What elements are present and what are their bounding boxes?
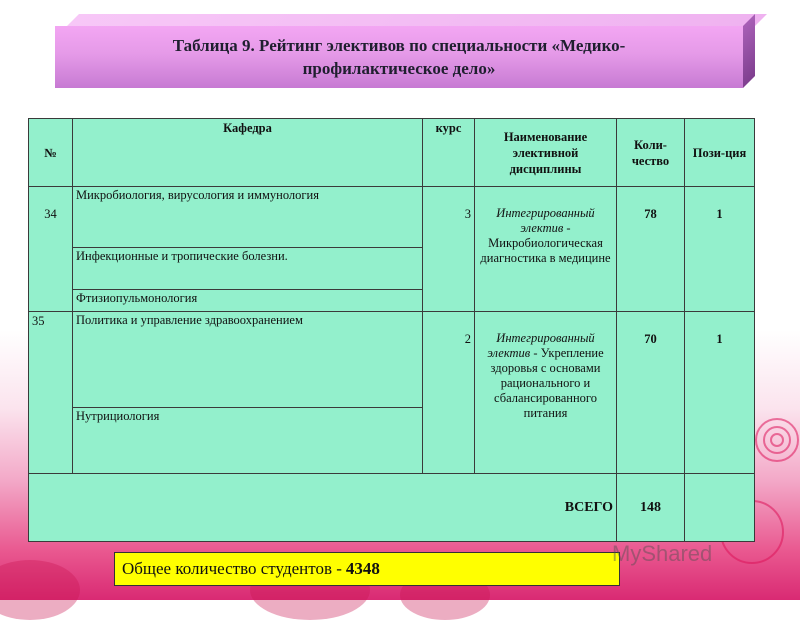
course-cell: 2 [423,312,475,474]
elective-type: Интегрированный электив - [496,206,595,235]
department-cell: Нутрициология [73,408,423,474]
elective-type: Интегрированный электив - [487,331,595,360]
header-num: № [29,119,73,187]
title-box-top [67,14,767,26]
position-cell: 1 [685,312,755,474]
watermark-logo: MyShared [612,541,713,566]
table-header-row [29,119,755,187]
header-position: Пози-ция [685,119,755,187]
elective-cell [475,187,617,312]
row-num: 35 [29,312,73,474]
total-row [29,474,755,542]
department-cell: Инфекционные и тропические болезни. [73,248,423,290]
elective-cell [475,312,617,474]
total-label: ВСЕГО [29,474,617,542]
elective-title: Микробиологическая диагностика в медицине [480,236,611,265]
header-count: Коли-чество [617,119,685,187]
row-num: 34 [29,187,73,312]
elective-rating-table [28,118,755,542]
table-row [29,312,755,408]
page-title [173,34,626,80]
header-department: Кафедра [73,119,423,187]
position-cell: 1 [685,187,755,312]
header-elective-name: Наименование элективной дисциплины [475,119,617,187]
swirl-decoration [770,433,784,447]
department-cell: Фтизиопульмонология [73,290,423,312]
count-cell: 78 [617,187,685,312]
title-box [55,26,743,88]
title-line-2: профилактическое дело» [302,59,496,78]
decorative-blob [0,560,80,620]
header-course: курс [423,119,475,187]
elective-title: Укрепление здоровья с основами рационального и сбалансированного питания [490,346,604,420]
department-cell: Микробиология, вирусология и иммунология [73,187,423,248]
department-cell: Политика и управление здравоохранением [73,312,423,408]
total-students-value: 4348 [345,559,380,578]
total-empty-cell [685,474,755,542]
total-students-label: Общее количество студентов - [122,559,342,578]
title-box-side [743,14,755,88]
course-cell: 3 [423,187,475,312]
total-students-note [114,552,620,586]
total-value: 148 [617,474,685,542]
table-row [29,187,755,248]
count-cell: 70 [617,312,685,474]
title-line-1: Таблица 9. Рейтинг элективов по специальности «Медико- [172,36,626,55]
